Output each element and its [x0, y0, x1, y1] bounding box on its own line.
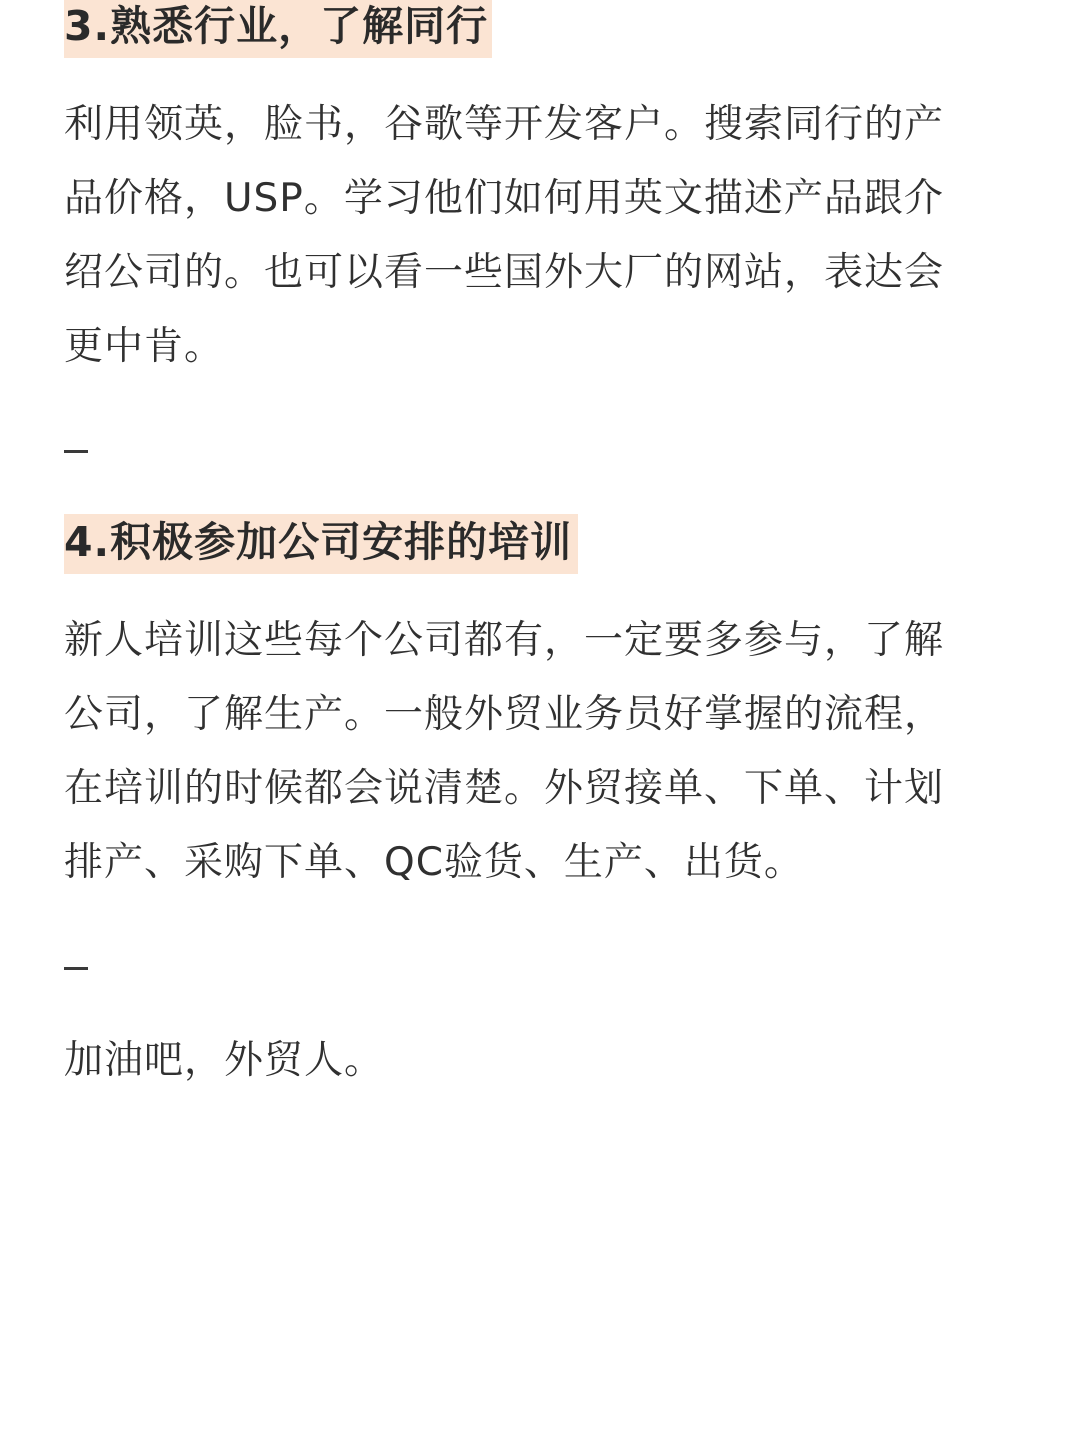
paragraph-line: 新人培训这些每个公司都有，一定要多参与，了解	[64, 618, 945, 663]
paragraph-line: 利用领英，脸书，谷歌等开发客户。搜索同行的产	[64, 102, 945, 147]
section-4-heading: 4.积极参加公司安排的培训	[64, 514, 578, 574]
paragraph-line: 品价格，USP。学习他们如何用英文描述产品跟介	[64, 176, 944, 221]
paragraph-line: 绍公司的。也可以看一些国外大厂的网站，表达会	[64, 250, 945, 295]
paragraph-line: 公司，了解生产。一般外贸业务员好掌握的流程，	[64, 692, 945, 737]
paragraph-line: 在培训的时候都会说清楚。外贸接单、下单、计划	[64, 766, 945, 811]
paragraph-line: 更中肯。	[64, 324, 225, 369]
section-divider	[64, 450, 88, 453]
section-3-heading: 3.熟悉行业，了解同行	[64, 0, 492, 58]
section-3-paragraph	[64, 88, 1016, 384]
closing-line: 加油吧，外贸人。	[64, 1038, 385, 1083]
paragraph-line: 排产、采购下单、QC验货、生产、出货。	[64, 840, 804, 885]
section-divider	[64, 967, 88, 970]
section-4-paragraph	[64, 604, 1016, 900]
